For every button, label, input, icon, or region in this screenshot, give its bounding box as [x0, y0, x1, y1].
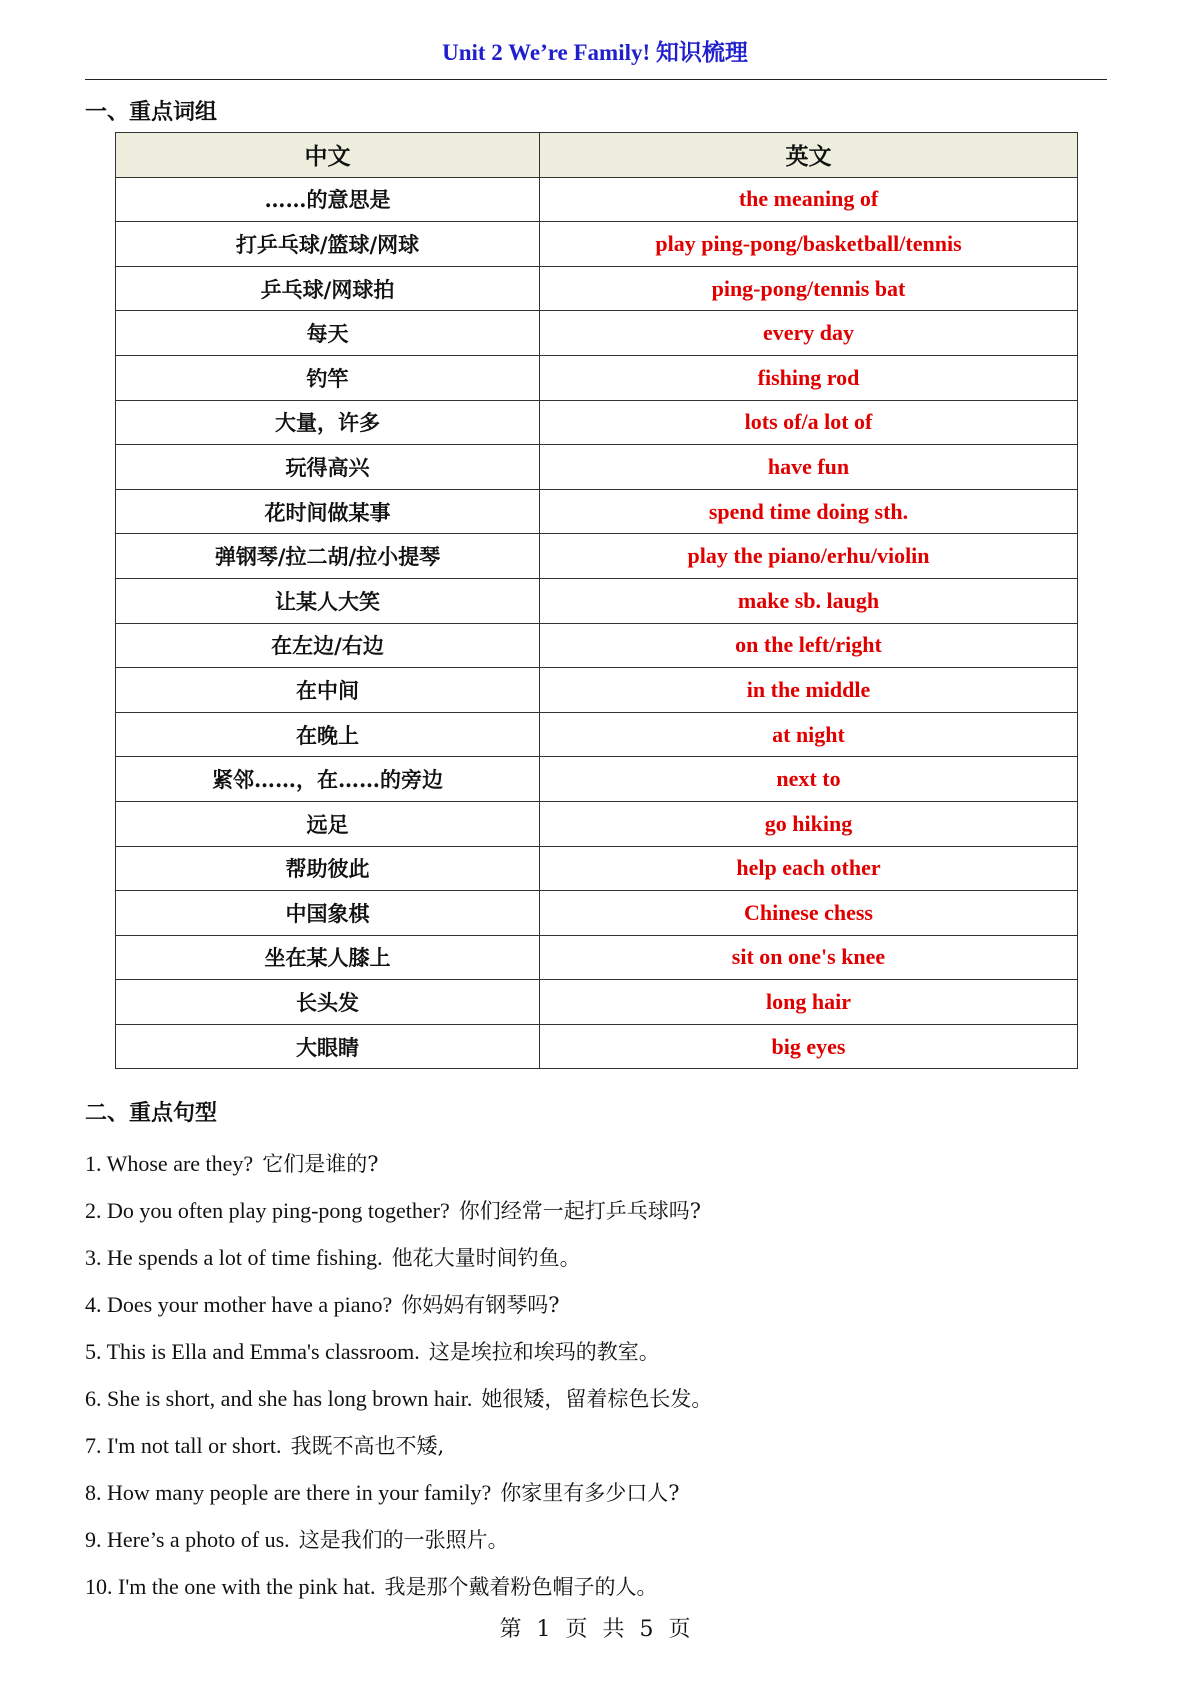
cell-chinese: 在左边/右边 — [116, 623, 540, 668]
cell-english: have fun — [540, 445, 1078, 490]
column-header-english: 英文 — [540, 133, 1078, 178]
sentence-item — [85, 1422, 1105, 1469]
cell-english: long hair — [540, 980, 1078, 1025]
table-row — [116, 712, 1078, 757]
cell-english: spend time doing sth. — [540, 489, 1078, 534]
sentence-english: 8. How many people are there in your family? — [85, 1480, 492, 1505]
sentence-item — [85, 1281, 1105, 1328]
cell-chinese: 弹钢琴/拉二胡/拉小提琴 — [116, 534, 540, 579]
sentence-english: 9. Here’s a photo of us. — [85, 1527, 290, 1552]
table-row — [116, 489, 1078, 534]
cell-english: play the piano/erhu/violin — [540, 534, 1078, 579]
sentence-item — [85, 1516, 1105, 1563]
sentence-english: 7. I'm not tall or short. — [85, 1433, 282, 1458]
sentence-item — [85, 1469, 1105, 1516]
sentence-item — [85, 1140, 1105, 1187]
cell-chinese: 大量，许多 — [116, 400, 540, 445]
table-row — [116, 311, 1078, 356]
page-title: Unit 2 We’re Family! 知识梳理 — [442, 40, 748, 65]
cell-chinese: 帮助彼此 — [116, 846, 540, 891]
cell-english: sit on one's knee — [540, 935, 1078, 980]
table-row — [116, 801, 1078, 846]
table-header-row — [116, 133, 1078, 178]
sentence-english: 3. He spends a lot of time fishing. — [85, 1245, 383, 1270]
cell-chinese: 远足 — [116, 801, 540, 846]
title-divider — [85, 79, 1107, 80]
cell-chinese: 打乒乓球/篮球/网球 — [116, 222, 540, 267]
table-row — [116, 757, 1078, 802]
vocabulary-table — [115, 132, 1078, 1069]
cell-chinese: 中国象棋 — [116, 891, 540, 936]
cell-chinese: 大眼睛 — [116, 1024, 540, 1069]
cell-chinese: 玩得高兴 — [116, 445, 540, 490]
sentence-english: 2. Do you often play ping-pong together? — [85, 1198, 450, 1223]
cell-english: the meaning of — [540, 177, 1078, 222]
cell-chinese: 紧邻……，在……的旁边 — [116, 757, 540, 802]
cell-chinese: 坐在某人膝上 — [116, 935, 540, 980]
sentence-chinese: 她很矮，留着棕色长发。 — [481, 1387, 713, 1411]
cell-chinese: 长头发 — [116, 980, 540, 1025]
cell-english: on the left/right — [540, 623, 1078, 668]
sentence-chinese: 你们经常一起打乒乓球吗? — [458, 1199, 702, 1223]
cell-chinese: 在晚上 — [116, 712, 540, 757]
sentence-chinese: 我既不高也不矮, — [290, 1434, 445, 1458]
table-row — [116, 222, 1078, 267]
sentence-list — [85, 1140, 1105, 1610]
table-row — [116, 623, 1078, 668]
cell-chinese: 乒乓球/网球拍 — [116, 266, 540, 311]
cell-chinese: 每天 — [116, 311, 540, 356]
sentence-chinese: 你妈妈有钢琴吗? — [401, 1293, 560, 1317]
sentence-chinese: 我是那个戴着粉色帽子的人。 — [384, 1575, 658, 1599]
table-row — [116, 1024, 1078, 1069]
table-row — [116, 266, 1078, 311]
cell-english: help each other — [540, 846, 1078, 891]
sentence-english: 10. I'm the one with the pink hat. — [85, 1574, 376, 1599]
cell-english: go hiking — [540, 801, 1078, 846]
sentence-chinese: 这是埃拉和埃玛的教室。 — [428, 1340, 660, 1364]
column-header-chinese: 中文 — [116, 133, 540, 178]
cell-english: fishing rod — [540, 355, 1078, 400]
sentence-chinese: 这是我们的一张照片。 — [298, 1528, 509, 1552]
table-row — [116, 668, 1078, 713]
cell-chinese: ……的意思是 — [116, 177, 540, 222]
table-row — [116, 891, 1078, 936]
table-row — [116, 445, 1078, 490]
table-row — [116, 177, 1078, 222]
table-row — [116, 355, 1078, 400]
section-heading-phrases: 一、重点词组 — [85, 99, 218, 125]
cell-chinese: 让某人大笑 — [116, 578, 540, 623]
cell-english: lots of/a lot of — [540, 400, 1078, 445]
cell-chinese: 在中间 — [116, 668, 540, 713]
sentence-item — [85, 1234, 1105, 1281]
sentence-chinese: 它们是谁的? — [262, 1152, 379, 1176]
cell-english: in the middle — [540, 668, 1078, 713]
sentence-english: 5. This is Ella and Emma's classroom. — [85, 1339, 420, 1364]
table-row — [116, 846, 1078, 891]
sentence-item — [85, 1375, 1105, 1422]
section-heading-sentences: 二、重点句型 — [85, 1100, 218, 1126]
sentence-item — [85, 1187, 1105, 1234]
cell-english: at night — [540, 712, 1078, 757]
sentence-english: 6. She is short, and she has long brown hair. — [85, 1386, 473, 1411]
cell-chinese: 花时间做某事 — [116, 489, 540, 534]
cell-english: big eyes — [540, 1024, 1078, 1069]
cell-english: every day — [540, 311, 1078, 356]
table-row — [116, 578, 1078, 623]
cell-english: Chinese chess — [540, 891, 1078, 936]
table-row — [116, 534, 1078, 579]
page-footer: 第 1 页 共 5 页 — [499, 1617, 691, 1642]
cell-english: next to — [540, 757, 1078, 802]
table-row — [116, 980, 1078, 1025]
table-row — [116, 400, 1078, 445]
cell-chinese: 钓竿 — [116, 355, 540, 400]
cell-english: play ping-pong/basketball/tennis — [540, 222, 1078, 267]
cell-english: ping-pong/tennis bat — [540, 266, 1078, 311]
sentence-english: 1. Whose are they? — [85, 1151, 254, 1176]
table-row — [116, 935, 1078, 980]
sentence-english: 4. Does your mother have a piano? — [85, 1292, 393, 1317]
sentence-item — [85, 1328, 1105, 1375]
sentence-chinese: 你家里有多少口人? — [500, 1481, 680, 1505]
sentence-chinese: 他花大量时间钓鱼。 — [391, 1246, 581, 1270]
cell-english: make sb. laugh — [540, 578, 1078, 623]
sentence-item — [85, 1563, 1105, 1610]
